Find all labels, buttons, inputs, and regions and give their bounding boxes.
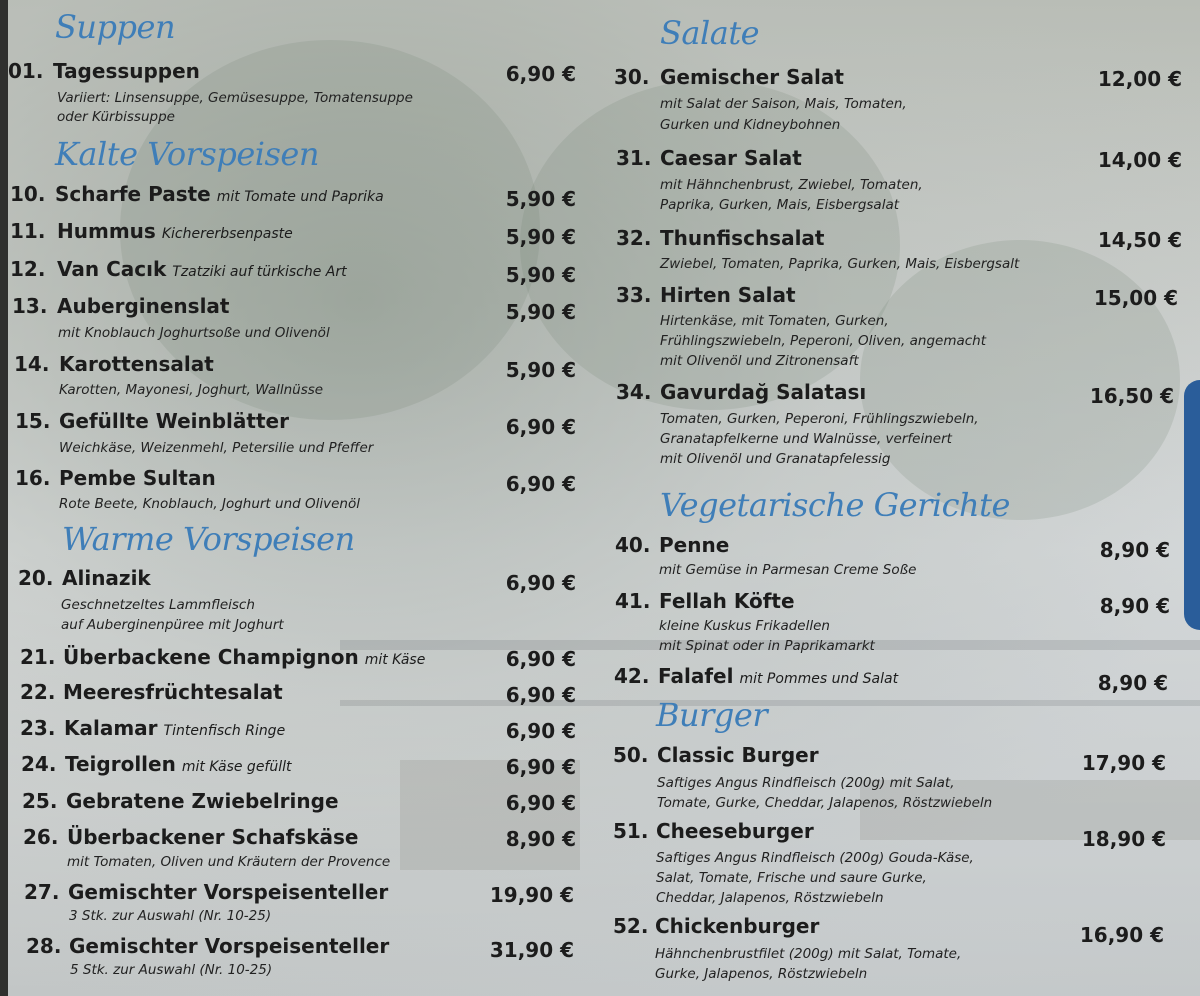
dish-title: Meeresfrüchtesalat	[63, 680, 283, 704]
dish-title: Falafel	[658, 664, 734, 688]
section-heading-salate: Salate	[660, 14, 760, 52]
dish-title: Gemischter Vorspeisenteller	[68, 880, 389, 904]
dish-title: Thunfischsalat	[660, 226, 825, 250]
dish-title: Tagessuppen	[53, 59, 200, 83]
dish-price: 15,00 €	[1093, 286, 1178, 310]
dish-description: Karotten, Mayonesi, Joghurt, Wallnüsse	[59, 382, 324, 398]
dish-title: Penne	[659, 533, 730, 557]
dish-title: Chickenburger	[655, 914, 820, 938]
dish-name	[62, 566, 151, 590]
dish-title: Gemischer Salat	[660, 65, 844, 89]
dish-title: Teigrollen	[65, 752, 176, 776]
dish-title: Scharfe Paste	[55, 182, 211, 206]
item-number: 23.	[20, 716, 56, 740]
dish-price: 6,90 €	[505, 647, 576, 671]
dish-title: Überbackene Champignon	[63, 645, 359, 669]
section-heading-vegetarische-gerichte: Vegetarische Gerichte	[660, 486, 1010, 524]
dish-description: mit Olivenöl und Granatapfelessig	[660, 451, 891, 467]
dish-description: Saftiges Angus Rindfleisch (200g) Gouda-Käse,	[656, 850, 974, 866]
dish-description: Variiert: Linsensuppe, Gemüsesuppe, Tomatensuppe	[57, 90, 413, 106]
item-number: 15.	[15, 409, 51, 433]
item-number: 14.	[14, 352, 50, 376]
dish-description: mit Gemüse in Parmesan Creme Soße	[659, 562, 917, 578]
dish-name	[55, 182, 384, 206]
dish-description: mit Olivenöl und Zitronensaft	[660, 353, 859, 369]
blue-logo-edge	[1184, 380, 1200, 630]
dish-name	[659, 533, 729, 557]
dish-name	[63, 680, 283, 704]
item-number: 01.	[8, 59, 44, 83]
dish-title: Gemischter Vorspeisenteller	[69, 934, 390, 958]
dish-title: Pembe Sultan	[59, 466, 216, 490]
dish-price: 5,90 €	[505, 225, 576, 249]
dish-title: Fellah Köfte	[659, 589, 795, 613]
dish-title: Auberginenslat	[57, 294, 230, 318]
item-number: 21.	[20, 645, 56, 669]
dish-price: 6,90 €	[505, 472, 576, 496]
dish-price: 5,90 €	[505, 358, 576, 382]
section-heading-burger: Burger	[656, 696, 768, 734]
dish-note: Tintenfisch Ringe	[163, 723, 286, 739]
dish-description: Granatapfelkerne und Walnüsse, verfeinert	[660, 431, 952, 447]
item-number: 32.	[616, 226, 652, 250]
dish-title: Kalamar	[64, 716, 158, 740]
dish-description: Zwiebel, Tomaten, Paprika, Gurken, Mais, Eisbergsalt	[660, 256, 1020, 272]
dish-description: Gurken und Kidneybohnen	[660, 117, 841, 133]
item-number: 41.	[615, 589, 651, 613]
dish-name	[59, 466, 216, 490]
item-number: 40.	[615, 533, 651, 557]
dish-description: mit Knoblauch Joghurtsoße und Olivenöl	[58, 325, 330, 341]
dish-description: Cheddar, Jalapenos, Röstzwiebeln	[656, 890, 884, 906]
dish-note: mit Käse	[364, 652, 426, 668]
item-number: 33.	[616, 283, 652, 307]
dish-name	[655, 914, 819, 938]
dish-title: Cheeseburger	[656, 819, 814, 843]
dish-title: Hirten Salat	[660, 283, 796, 307]
left-frame-edge	[0, 0, 8, 996]
dish-name	[67, 825, 358, 849]
dish-name	[57, 219, 293, 243]
dish-title: Van Cacık	[57, 257, 167, 281]
dish-name	[65, 752, 292, 776]
dish-price: 8,90 €	[505, 827, 576, 851]
dish-description: Hähnchenbrustfilet (200g) mit Salat, Tomate,	[655, 946, 962, 962]
dish-price: 6,90 €	[505, 755, 576, 779]
item-number: 42.	[614, 664, 650, 688]
dish-name	[57, 257, 347, 281]
background-tree	[860, 240, 1180, 520]
dish-name	[64, 716, 285, 740]
dish-price: 18,90 €	[1081, 827, 1166, 851]
section-heading-suppen: Suppen	[55, 8, 176, 46]
item-number: 50.	[613, 743, 649, 767]
dish-description: Tomate, Gurke, Cheddar, Jalapenos, Röstzwiebeln	[657, 795, 993, 811]
dish-name	[59, 352, 214, 376]
dish-name	[657, 743, 819, 767]
dish-price: 5,90 €	[505, 187, 576, 211]
dish-price: 16,90 €	[1079, 923, 1164, 947]
dish-price: 6,90 €	[505, 571, 576, 595]
dish-price: 6,90 €	[505, 683, 576, 707]
dish-name	[659, 589, 795, 613]
dish-description: mit Spinat oder in Paprikamarkt	[659, 638, 875, 654]
item-number: 11.	[10, 219, 46, 243]
dish-description: Gurke, Jalapenos, Röstzwiebeln	[655, 966, 868, 982]
dish-name	[660, 380, 866, 404]
item-number: 31.	[616, 146, 652, 170]
dish-description: Paprika, Gurken, Mais, Eisbergsalat	[660, 197, 900, 213]
dish-name	[660, 283, 796, 307]
dish-name	[660, 65, 844, 89]
dish-title: Gefüllte Weinblätter	[59, 409, 289, 433]
dish-title: Überbackener Schafskäse	[67, 825, 359, 849]
dish-name	[59, 409, 289, 433]
dish-price: 16,50 €	[1089, 384, 1174, 408]
dish-note: Kichererbsenpaste	[161, 226, 293, 242]
dish-description: 3 Stk. zur Auswahl (Nr. 10-25)	[69, 908, 272, 924]
dish-title: Hummus	[57, 219, 156, 243]
dish-name	[68, 880, 388, 904]
section-heading-kalte-vorspeisen: Kalte Vorspeisen	[55, 135, 319, 173]
dish-price: 31,90 €	[489, 938, 574, 962]
item-number: 13.	[12, 294, 48, 318]
item-number: 52.	[613, 914, 649, 938]
dish-description: oder Kürbissuppe	[57, 109, 175, 125]
dish-name	[63, 645, 425, 669]
dish-name	[660, 146, 802, 170]
dish-description: 5 Stk. zur Auswahl (Nr. 10-25)	[70, 962, 273, 978]
dish-description: Weichkäse, Weizenmehl, Petersilie und Pfeffer	[59, 440, 374, 456]
dish-title: Gebratene Zwiebelringe	[66, 789, 339, 813]
dish-description: Saftiges Angus Rindfleisch (200g) mit Salat,	[657, 775, 955, 791]
item-number: 25.	[22, 789, 58, 813]
dish-price: 14,50 €	[1097, 228, 1182, 252]
dish-name	[656, 819, 814, 843]
dish-description: mit Salat der Saison, Mais, Tomaten,	[660, 96, 907, 112]
dish-title: Classic Burger	[657, 743, 819, 767]
dish-description: mit Hähnchenbrust, Zwiebel, Tomaten,	[660, 177, 923, 193]
dish-name	[53, 59, 200, 83]
dish-description: Frühlingszwiebeln, Peperoni, Oliven, angemacht	[660, 333, 987, 349]
dish-price: 6,90 €	[505, 791, 576, 815]
dish-note: Tzatziki auf türkische Art	[172, 264, 347, 280]
item-number: 51.	[613, 819, 649, 843]
dish-name	[57, 294, 230, 318]
dish-description: kleine Kuskus Frikadellen	[659, 618, 830, 634]
item-number: 34.	[616, 380, 652, 404]
dish-price: 6,90 €	[505, 62, 576, 86]
item-number: 26.	[23, 825, 59, 849]
dish-description: mit Tomaten, Oliven und Kräutern der Provence	[67, 854, 391, 870]
dish-title: Karottensalat	[59, 352, 214, 376]
dish-description: auf Auberginenpüree mit Joghurt	[61, 617, 284, 633]
dish-description: Geschnetzeltes Lammfleisch	[61, 597, 255, 613]
dish-note: mit Tomate und Paprika	[216, 189, 384, 205]
dish-description: Salat, Tomate, Frische und saure Gurke,	[656, 870, 927, 886]
dish-name	[658, 664, 898, 688]
dish-name	[660, 226, 825, 250]
item-number: 28.	[26, 934, 62, 958]
item-number: 12.	[10, 257, 46, 281]
dish-name	[69, 934, 389, 958]
section-heading-warme-vorspeisen: Warme Vorspeisen	[62, 520, 355, 558]
item-number: 27.	[24, 880, 60, 904]
dish-price: 8,90 €	[1099, 594, 1170, 618]
dish-description: Tomaten, Gurken, Peperoni, Frühlingszwiebeln,	[660, 411, 979, 427]
dish-description: Hirtenkäse, mit Tomaten, Gurken,	[660, 313, 889, 329]
dish-price: 12,00 €	[1097, 67, 1182, 91]
item-number: 20.	[18, 566, 54, 590]
dish-price: 8,90 €	[1097, 671, 1168, 695]
dish-price: 6,90 €	[505, 415, 576, 439]
dish-price: 8,90 €	[1099, 538, 1170, 562]
item-number: 30.	[614, 65, 650, 89]
dish-price: 14,00 €	[1097, 148, 1182, 172]
dish-name	[66, 789, 339, 813]
dish-description: Rote Beete, Knoblauch, Joghurt und Olivenöl	[59, 496, 360, 512]
dish-price: 19,90 €	[489, 883, 574, 907]
dish-price: 6,90 €	[505, 719, 576, 743]
dish-title: Caesar Salat	[660, 146, 802, 170]
item-number: 22.	[20, 680, 56, 704]
dish-note: mit Käse gefüllt	[181, 759, 292, 775]
item-number: 24.	[21, 752, 57, 776]
dish-price: 5,90 €	[505, 300, 576, 324]
item-number: 10.	[10, 182, 46, 206]
dish-price: 17,90 €	[1081, 751, 1166, 775]
item-number: 16.	[15, 466, 51, 490]
dish-title: Gavurdağ Salatası	[660, 380, 867, 404]
dish-note: mit Pommes und Salat	[739, 671, 899, 687]
dish-price: 5,90 €	[505, 263, 576, 287]
dish-title: Alinazik	[62, 566, 151, 590]
